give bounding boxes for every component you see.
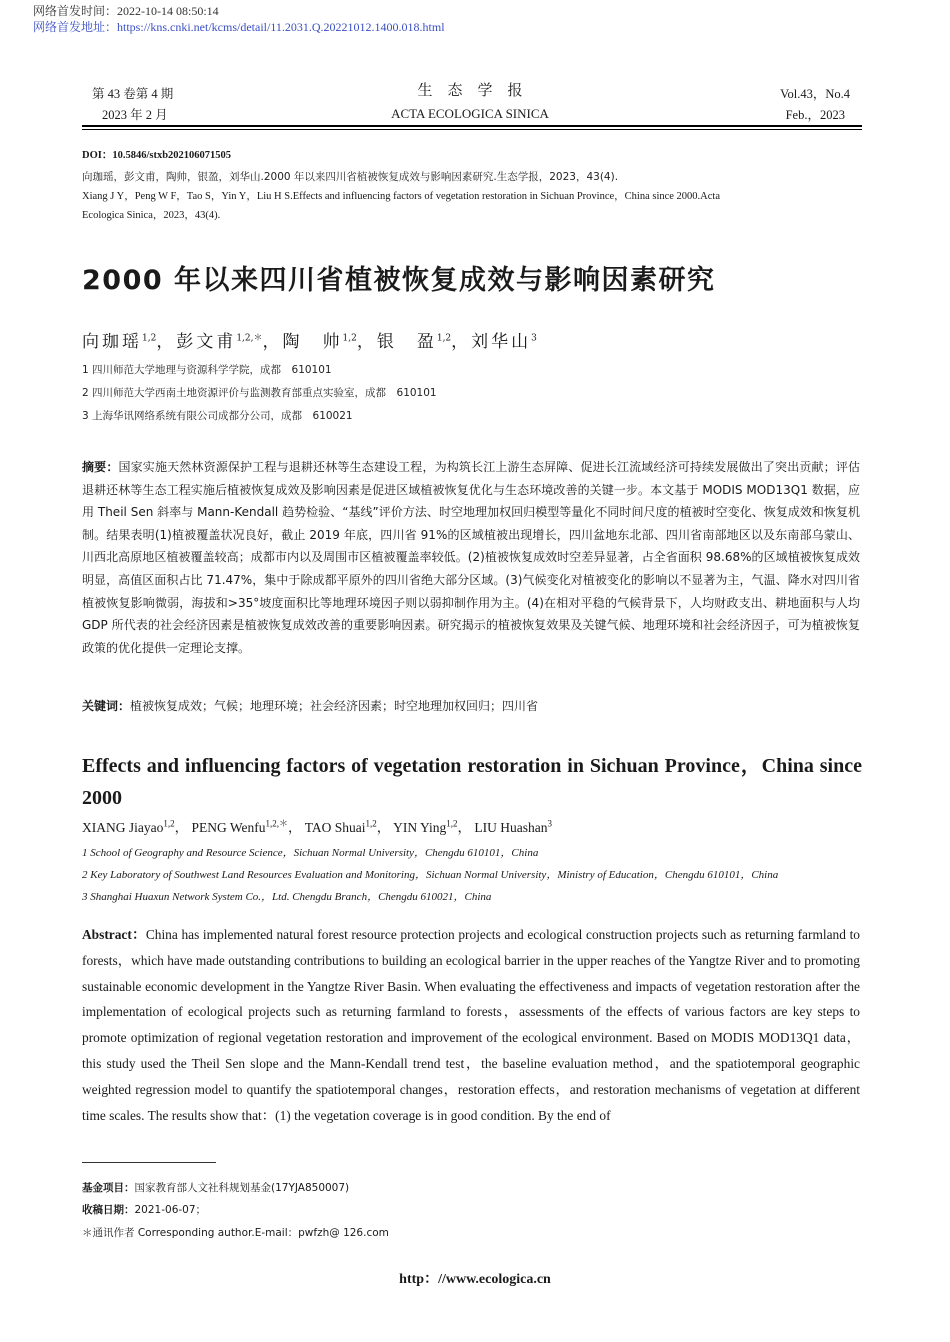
abstract-cn-text: 国家实施天然林资源保护工程与退耕还林等生态建设工程，为构筑长江上游生态屏障、促进长江流域经济可持续发展做出了突出贡献；评估退耕还林等生态工程实施后植被恢复成效及影响因素是促进区域植被恢复优化与生态环境改善的关键一步。本文基于 MODIS MOD13Q1 数据，应用 Theil Sen 斜率与 Mann-Kendall 趋势检验、“基线”评价方法、时空地理加权回归模型等量化不同时间尺度的植被时空变化、恢复成效和恢复机制。结果表明(1)植被覆盖状况良好，截止 2019 年底，四川省 91%的区域植被出现增长，四川盆地东北部、四川省南部地区以及东南部乌蒙山、川西北高原地区植被覆盖较高；成都市内以及周围市区植被覆盖率较低。(2)植被恢复成效时空差异显著，占全省面积 98.68%的区域植被恢复成效明显，高值区面积占比 71.47%，集中于除成都平原外的四川省绝大部分区域。(3)气候变化对植被变化的影响以不显著为主，气温、降水对四川省植被恢复影响微弱，海拔和>35°坡度面积比等地理环境因子则以弱抑制作用为主。(4)在相对平稳的气候背景下，人均财政支出、耕地面积与人均 GDP 所代表的社会经济因素是植被恢复成效改善的重要影响因素。研究揭示的植被恢复效果及关键气候、地理环境和社会经济因子，可为植被恢复政策的优化提供一定理论支撑。 [82,460,860,655]
keywords-cn-text: 植被恢复成效；气候；地理环境；社会经济因素；时空地理加权回归；四川省 [130,699,539,713]
received-label: 收稿日期： [82,1204,135,1216]
date-cn: 2023 年 2 月 [102,108,168,122]
abstract-en-text: China has implemented natural forest resource protection projects and ecological construction projects such as returning farmland to forests，which have made outstanding contributions to building an ecological barrier in the upper reaches of the Yangtze River and to promoting sustainable economic development in the Yangtze River Basin. When evaluating the effectiveness and impacts of vegetation restoration after the implementation of ecological projects such as returning farmland to forests，assessments of the effects of various factors are key steps to promote optimization of regional vegetation restoration and improvement of the ecological environment. Based on MODIS MOD13Q1 data，this study used the Theil Sen slope and the Mann-Kendall trend test，the baseline evaluation method，and the spatiotemporal geographic weighted regression model to quantify the spatiotemporal changes，restoration effects，and restoration mechanisms of vegetation at different time scales. The results show that：(1) the vegetation coverage is in good condition. By the end of [82,927,860,1123]
net-publish-address [33,20,445,35]
keywords-cn-label: 关键词： [82,699,131,713]
fund-note [82,1180,349,1195]
author-en: LIU Huashan$^3$ [474,818,552,835]
corresponding-author: ＊通讯作者 Corresponding author.E-mail：pwfzh@ 126.com [82,1227,389,1239]
citation-en-line1: Xiang J Y，Peng W F，Tao S，Yin Y，Liu H S.Effects and influencing factors of vegetation restoration in Sichuan Province，China since 2000.Acta [82,191,720,202]
author-cn: 向珈瑶$^{1,2}$， [82,332,177,352]
affiliation-cn-3: 3 上海华讯网络系统有限公司成都分公司，成都 610021 [82,410,353,422]
affiliation-en-3: 3 Shanghai Huaxun Network System Co.，Ltd. Chengdu Branch，Chengdu 610021，China [82,891,492,903]
abstract-en [82,922,860,1128]
doi: DOI：10.5846/stxb202106071505 [82,150,232,161]
citation-cn: 向珈瑶，彭文甫，陶帅，银盈，刘华山.2000 年以来四川省植被恢复成效与影响因素研究.生态学报，2023，43(4). [82,171,619,183]
citation-en-line2: Ecologica Sinica，2023，43(4). [82,210,221,221]
affiliation-cn-1: 1 四川师范大学地理与资源科学学院，成都 610101 [82,364,332,376]
affiliation-en-2: 2 Key Laboratory of Southwest Land Resources Evaluation and Monitoring，Sichuan Normal University，Ministry of Education，Chengdu 610101，China [82,869,779,881]
journal-name-cn: 生 态 学 报 [417,81,523,99]
author-cn: 银 盈$^{1,2}$， [376,332,472,352]
abstract-en-label: Abstract： [82,927,146,942]
author-cn: 陶 帅$^{1,2}$， [282,332,377,352]
date-en: Feb.，2023 [785,108,845,122]
author-cn: 彭文甫$^{1,2,*}$， [176,332,283,352]
abstract-cn [82,456,860,659]
volume-en: Vol.43，No.4 [780,87,850,101]
volume-cn: 第 43 卷第 4 期 [92,87,174,101]
abstract-cn-label: 摘要： [82,460,119,474]
fund-text: 国家教育部人文社科规划基金(17YJA850007) [134,1182,350,1194]
title-en: Effects and influencing factors of vegetation restoration in Sichuan Province，China since 2000 [82,755,862,809]
title-cn: 2000 年以来四川省植被恢复成效与影响因素研究 [82,265,716,296]
authors-cn [82,327,537,352]
author-en: XIANG Jiayao$^{1,2}$， [82,818,189,835]
journal-name-en: ACTA ECOLOGICA SINICA [391,106,549,121]
net-publish-time: 网络首发时间：2022-10-14 08:50:14 [33,4,219,18]
affiliation-en-1: 1 School of Geography and Resource Science，Sichuan Normal University，Chengdu 610101，China [82,847,539,859]
net-publish-url[interactable]: https://kns.cnki.net/kcms/detail/11.2031.Q.20221012.1400.018.html [117,20,445,34]
keywords-cn [82,697,538,714]
authors-en [82,816,552,836]
author-en: YIN Ying$^{1,2}$， [393,818,471,835]
footnote-rule [82,1162,216,1163]
author-en: PENG Wenfu$^{1,2,*}$， [191,818,302,835]
header-rule-thick [82,125,862,127]
net-publish-address-label: 网络首发地址： [33,20,118,34]
author-en: TAO Shuai$^{1,2}$， [304,818,391,835]
header-rule-thin [82,129,862,130]
journal-website[interactable]: http：//www.ecologica.cn [399,1272,551,1287]
affiliation-cn-2: 2 四川师范大学西南土地资源评价与监测教育部重点实验室，成都 610101 [82,387,437,399]
fund-label: 基金项目： [82,1182,135,1194]
author-cn: 刘华山$^3$ [471,332,537,352]
received-text: 2021-06-07； [134,1204,207,1216]
received-note [82,1202,206,1217]
